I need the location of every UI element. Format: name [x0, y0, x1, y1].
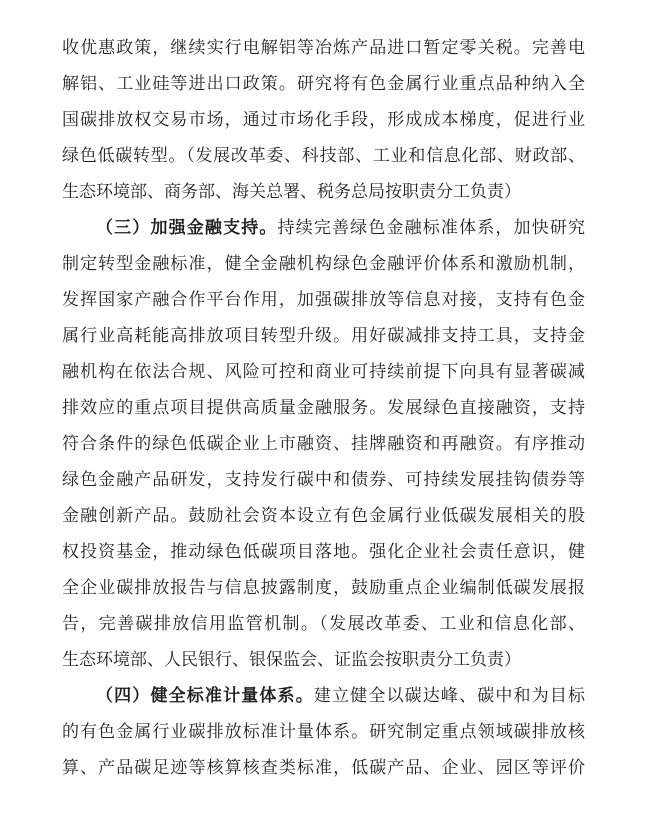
body-text-run: 符合条件的绿色低碳企业上市融资、挂牌融资和再融资。有序推动	[62, 434, 585, 453]
section-heading-run: （三）加强金融支持。	[96, 218, 278, 237]
body-text-run: 绿色金融产品研发，支持发行碳中和债券、可持续发展挂钩债券等	[62, 470, 585, 489]
body-text-run: 解铝、工业硅等进出口政策。研究将有色金属行业重点品种纳入全	[62, 74, 585, 93]
body-text-run: 生态环境部、人民银行、银保监会、证监会按职责分工负责）	[62, 650, 521, 669]
document-text-block	[62, 30, 585, 786]
text-line	[62, 318, 585, 354]
body-text-run: 建立健全以碳达峰、碳中和为目标	[313, 686, 586, 705]
text-line	[62, 462, 585, 498]
text-line	[62, 570, 585, 606]
text-line	[62, 426, 585, 462]
text-line	[62, 750, 585, 786]
text-line	[62, 246, 585, 282]
text-line	[62, 138, 585, 174]
text-line	[62, 390, 585, 426]
text-line	[62, 678, 585, 714]
body-text-run: 排效应的重点项目提供高质量金融服务。发展绿色直接融资，支持	[62, 398, 585, 417]
body-text-run: 属行业高耗能高排放项目转型升级。用好碳减排支持工具，支持金	[62, 326, 585, 345]
text-line	[62, 534, 585, 570]
text-line	[62, 282, 585, 318]
text-line	[62, 102, 585, 138]
body-text-run: 生态环境部、商务部、海关总署、税务总局按职责分工负责）	[62, 182, 521, 201]
body-text-run: 的有色金属行业碳排放标准计量体系。研究制定重点领域碳排放核	[62, 722, 585, 741]
body-text-run: 全企业碳排放报告与信息披露制度，鼓励重点企业编制低碳发展报	[62, 578, 585, 597]
text-line	[62, 642, 585, 678]
text-line	[62, 498, 585, 534]
text-line	[62, 606, 585, 642]
text-line	[62, 30, 585, 66]
body-text-run: 国碳排放权交易市场，通过市场化手段，形成成本梯度，促进行业	[62, 110, 585, 129]
body-text-run: 融机构在依法合规、风险可控和商业可持续前提下向具有显著碳减	[62, 362, 585, 381]
body-text-run: 持续完善绿色金融标准体系，加快研究	[277, 218, 586, 237]
body-text-run: 收优惠政策，继续实行电解铝等冶炼产品进口暂定零关税。完善电	[62, 38, 585, 57]
body-text-run: 制定转型金融标准，健全金融机构绿色金融评价体系和激励机制，	[62, 254, 585, 273]
body-text-run: 发挥国家产融合作平台作用，加强碳排放等信息对接，支持有色金	[62, 290, 585, 309]
section-heading-run: （四）健全标准计量体系。	[96, 686, 314, 705]
text-line	[62, 714, 585, 750]
body-text-run: 算、产品碳足迹等核算核查类标准，低碳产品、企业、园区等评价	[62, 758, 585, 777]
body-text-run: 绿色低碳转型。（发展改革委、科技部、工业和信息化部、财政部、	[62, 146, 585, 165]
body-text-run: 金融创新产品。鼓励社会资本设立有色金属行业低碳发展相关的股	[62, 506, 585, 525]
body-text-run: 告，完善碳排放信用监管机制。（发展改革委、工业和信息化部、	[62, 614, 585, 633]
text-line	[62, 66, 585, 102]
text-line	[62, 210, 585, 246]
body-text-run: 权投资基金，推动绿色低碳项目落地。强化企业社会责任意识，健	[62, 542, 585, 561]
text-line	[62, 174, 585, 210]
text-line	[62, 354, 585, 390]
